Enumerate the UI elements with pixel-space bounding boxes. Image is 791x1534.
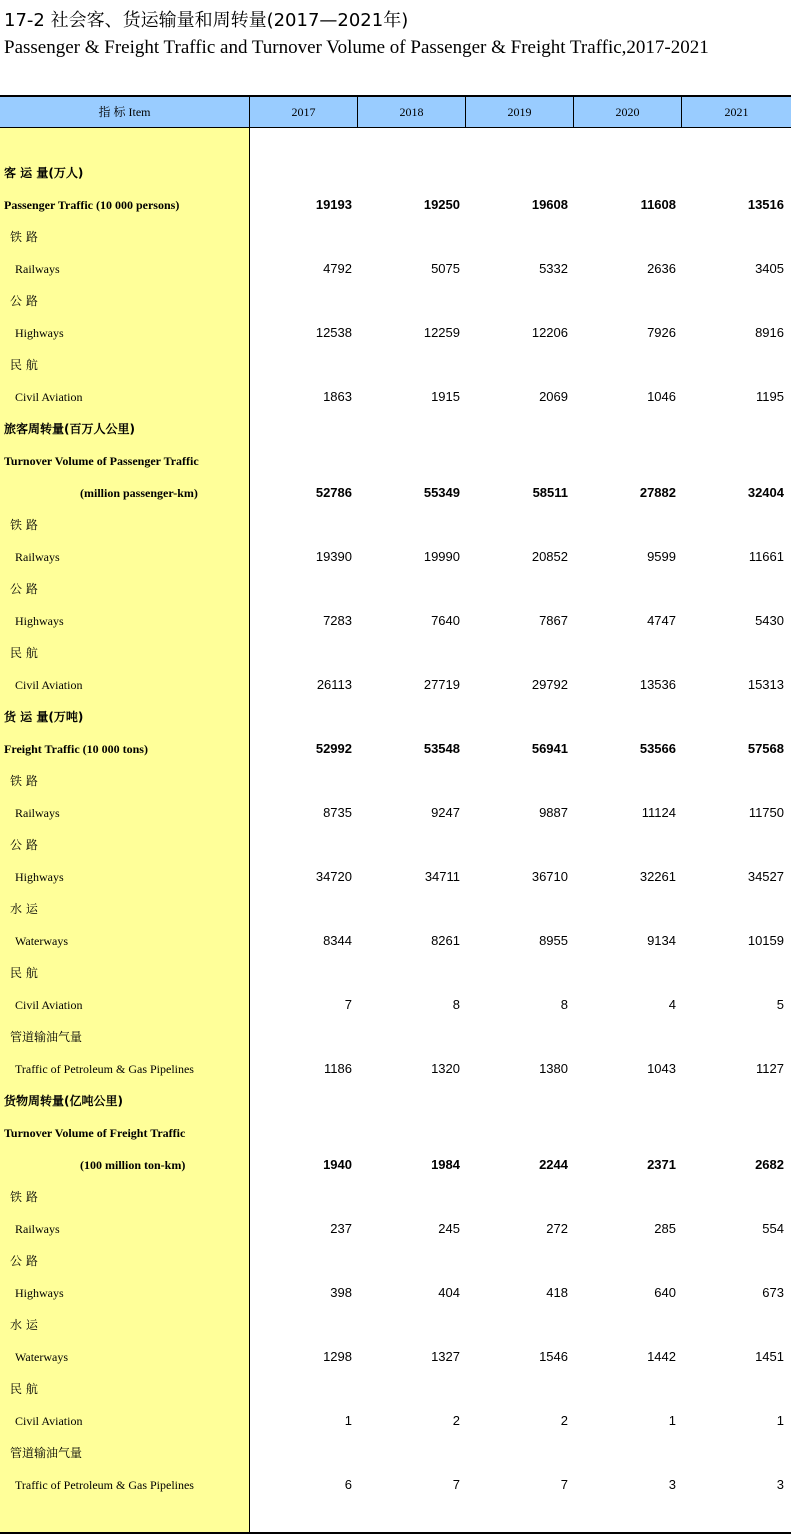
- row-label: 公 路: [10, 582, 38, 596]
- cell-value-2019: 418: [546, 1285, 568, 1300]
- table-row: [0, 1405, 791, 1437]
- cell-value-2020: 1043: [647, 1061, 676, 1076]
- table-row: [0, 861, 791, 893]
- cell-value-2021: 10159: [747, 933, 784, 948]
- table-row: [0, 765, 791, 797]
- cell-value-2019: 1546: [539, 1349, 568, 1364]
- row-label: 客 运 量(万人): [4, 166, 84, 180]
- cell-value-2019: 7867: [539, 613, 568, 628]
- cell-value-2018: 1320: [431, 1061, 460, 1076]
- cell-value-2020: 1046: [647, 389, 676, 404]
- table-row: [0, 1149, 791, 1181]
- cell-value-2021: 1451: [755, 1349, 784, 1364]
- cell-value-2021: 11661: [748, 549, 784, 564]
- cell-value-2017: 8344: [323, 933, 352, 948]
- cell-value-2017: 19390: [315, 549, 352, 564]
- row-label: Highways: [15, 614, 64, 628]
- table-header: [0, 97, 791, 128]
- table-row: [0, 1341, 791, 1373]
- cell-value-2019: 1380: [539, 1061, 568, 1076]
- cell-value-2020: 13536: [639, 677, 676, 692]
- cell-value-2018: 7640: [431, 613, 460, 628]
- table-row: [0, 381, 791, 413]
- row-label: 货 运 量(万吨): [4, 710, 84, 724]
- cell-value-2020: 11608: [640, 197, 676, 212]
- cell-value-2020: 7926: [647, 325, 676, 340]
- cell-value-2017: 1: [344, 1413, 352, 1428]
- table-row: [0, 317, 791, 349]
- table-row: [0, 445, 791, 477]
- table-row: [0, 1117, 791, 1149]
- cell-value-2019: 20852: [531, 549, 568, 564]
- table-row: [0, 1309, 791, 1341]
- cell-value-2020: 1: [668, 1413, 676, 1428]
- row-label: 旅客周转量(百万人公里): [4, 422, 135, 436]
- row-label: (100 million ton-km): [80, 1158, 186, 1172]
- cell-value-2017: 1186: [324, 1061, 352, 1076]
- cell-value-2020: 4: [668, 997, 676, 1012]
- cell-value-2021: 5: [776, 997, 784, 1012]
- table-row: [0, 925, 791, 957]
- cell-value-2017: 1298: [323, 1349, 352, 1364]
- cell-value-2017: 34720: [315, 869, 352, 884]
- row-label: 铁 路: [10, 518, 38, 532]
- row-label: 民 航: [10, 358, 38, 372]
- row-label: 民 航: [10, 1382, 38, 1396]
- row-label: Turnover Volume of Passenger Traffic: [4, 454, 199, 468]
- row-label: 水 运: [10, 902, 38, 916]
- row-label: 民 航: [10, 966, 38, 980]
- row-label: Highways: [15, 1286, 64, 1300]
- cell-value-2018: 9247: [431, 805, 460, 820]
- cell-value-2021: 5430: [755, 613, 784, 628]
- table-row: [0, 989, 791, 1021]
- cell-value-2017: 8735: [323, 805, 352, 820]
- row-label: Civil Aviation: [15, 390, 83, 404]
- cell-value-2019: 2: [560, 1413, 568, 1428]
- row-label: Highways: [15, 870, 64, 884]
- header-year: 2018: [358, 97, 466, 127]
- row-label: Traffic of Petroleum & Gas Pipelines: [15, 1478, 194, 1492]
- row-label: Railways: [15, 806, 60, 820]
- cell-value-2017: 1940: [323, 1157, 352, 1172]
- cell-value-2021: 11750: [748, 805, 784, 820]
- cell-value-2020: 9134: [647, 933, 676, 948]
- table-row: [0, 1277, 791, 1309]
- table-row: [0, 1437, 791, 1469]
- cell-value-2018: 2: [452, 1413, 460, 1428]
- row-label: Freight Traffic (10 000 tons): [4, 742, 148, 756]
- cell-value-2020: 2636: [647, 261, 676, 276]
- cell-value-2021: 673: [762, 1285, 784, 1300]
- cell-value-2017: 1863: [323, 389, 352, 404]
- cell-value-2020: 27882: [639, 485, 676, 500]
- row-label: 铁 路: [10, 1190, 38, 1204]
- row-label: 公 路: [10, 1254, 38, 1268]
- cell-value-2017: 52786: [315, 485, 352, 500]
- table-row: [0, 477, 791, 509]
- table-row: [0, 893, 791, 925]
- row-label: 公 路: [10, 838, 38, 852]
- table-row: [0, 733, 791, 765]
- row-label: 管道输油气量: [10, 1446, 83, 1460]
- table-row: [0, 1213, 791, 1245]
- row-label: Railways: [15, 262, 60, 276]
- cell-value-2018: 404: [438, 1285, 460, 1300]
- cell-value-2018: 1327: [431, 1349, 460, 1364]
- table-row: [0, 829, 791, 861]
- table-row: [0, 957, 791, 989]
- cell-value-2018: 245: [438, 1221, 460, 1236]
- table-title-english: Passenger & Freight Traffic and Turnover Volume of Passenger & Freight Traffic,2017-2021: [4, 37, 709, 58]
- cell-value-2019: 56941: [531, 741, 568, 756]
- row-label: 铁 路: [10, 230, 38, 244]
- cell-value-2018: 7: [452, 1477, 460, 1492]
- table-row: [0, 157, 791, 189]
- cell-value-2018: 1915: [431, 389, 460, 404]
- table-title-chinese: 17-2 社会客、货运输量和周转量(2017—2021年): [4, 10, 409, 31]
- header-year: 2021: [724, 105, 749, 119]
- cell-value-2019: 272: [546, 1221, 568, 1236]
- row-label: Traffic of Petroleum & Gas Pipelines: [15, 1062, 194, 1076]
- cell-value-2020: 3: [668, 1477, 676, 1492]
- cell-value-2017: 237: [330, 1221, 352, 1236]
- cell-value-2017: 6: [344, 1477, 352, 1492]
- cell-value-2017: 19193: [315, 197, 352, 212]
- cell-value-2018: 8: [452, 997, 460, 1012]
- table-row: [0, 797, 791, 829]
- cell-value-2019: 58511: [532, 485, 568, 500]
- table-row: [0, 605, 791, 637]
- cell-value-2019: 36710: [531, 869, 568, 884]
- table-row: [0, 637, 791, 669]
- cell-value-2021: 3: [776, 1477, 784, 1492]
- table-row: [0, 1181, 791, 1213]
- row-label: Civil Aviation: [15, 1414, 83, 1428]
- table-row: [0, 253, 791, 285]
- row-label: Waterways: [15, 934, 69, 948]
- cell-value-2017: 52992: [315, 741, 352, 756]
- cell-value-2021: 34527: [747, 869, 784, 884]
- cell-value-2021: 57568: [747, 741, 784, 756]
- table-row: [0, 1245, 791, 1277]
- cell-value-2019: 29792: [531, 677, 568, 692]
- row-label: Turnover Volume of Freight Traffic: [4, 1126, 186, 1140]
- header-item: 指 标 Item: [0, 97, 250, 127]
- cell-value-2018: 1984: [431, 1157, 460, 1172]
- table-row: [0, 1085, 791, 1117]
- cell-value-2017: 7: [344, 997, 352, 1012]
- row-label: 民 航: [10, 646, 38, 660]
- cell-value-2021: 2682: [755, 1157, 784, 1172]
- data-table: [0, 95, 791, 1534]
- table-row: [0, 189, 791, 221]
- cell-value-2017: 12538: [315, 325, 352, 340]
- cell-value-2019: 7: [560, 1477, 568, 1492]
- cell-value-2019: 2069: [539, 389, 568, 404]
- row-label: Highways: [15, 326, 64, 340]
- cell-value-2019: 8955: [539, 933, 568, 948]
- cell-value-2017: 7283: [323, 613, 352, 628]
- table-row: [0, 221, 791, 253]
- row-label: Passenger Traffic (10 000 persons): [4, 198, 180, 212]
- row-label: 公 路: [10, 294, 38, 308]
- table-row: [0, 541, 791, 573]
- cell-value-2021: 1127: [756, 1061, 784, 1076]
- cell-value-2020: 11124: [641, 805, 676, 820]
- table-row: [0, 349, 791, 381]
- row-label: Civil Aviation: [15, 678, 83, 692]
- cell-value-2021: 15313: [747, 677, 784, 692]
- cell-value-2019: 12206: [531, 325, 568, 340]
- row-label: 货物周转量(亿吨公里): [4, 1094, 123, 1108]
- cell-value-2021: 1: [776, 1413, 784, 1428]
- cell-value-2020: 32261: [639, 869, 676, 884]
- cell-value-2019: 8: [560, 997, 568, 1012]
- row-label: Railways: [15, 550, 60, 564]
- table-row: [0, 1373, 791, 1405]
- cell-value-2019: 19608: [531, 197, 568, 212]
- row-label: 管道输油气量: [10, 1030, 83, 1044]
- cell-value-2019: 2244: [539, 1157, 568, 1172]
- cell-value-2018: 5075: [431, 261, 460, 276]
- cell-value-2018: 8261: [431, 933, 460, 948]
- table-row: [0, 413, 791, 445]
- table-row: [0, 669, 791, 701]
- table-row: [0, 285, 791, 317]
- cell-value-2021: 32404: [747, 485, 784, 500]
- cell-value-2018: 53548: [423, 741, 460, 756]
- header-year: 2019: [466, 97, 574, 127]
- table-row: [0, 701, 791, 733]
- cell-value-2018: 55349: [423, 485, 460, 500]
- cell-value-2018: 12259: [423, 325, 460, 340]
- cell-value-2020: 4747: [647, 613, 676, 628]
- table-row: [0, 1021, 791, 1053]
- cell-value-2020: 9599: [647, 549, 676, 564]
- header-year: 2017: [250, 97, 358, 127]
- cell-value-2017: 4792: [323, 261, 352, 276]
- row-label: Railways: [15, 1222, 60, 1236]
- table-row: [0, 509, 791, 541]
- header-year: 2020: [574, 97, 682, 127]
- cell-value-2021: 13516: [747, 197, 784, 212]
- cell-value-2018: 27719: [423, 677, 460, 692]
- row-label: (million passenger-km): [80, 486, 198, 500]
- row-label: 水 运: [10, 1318, 38, 1332]
- cell-value-2018: 19990: [423, 549, 460, 564]
- cell-value-2021: 8916: [755, 325, 784, 340]
- cell-value-2019: 5332: [539, 261, 568, 276]
- cell-value-2017: 398: [330, 1285, 352, 1300]
- cell-value-2020: 2371: [647, 1157, 676, 1172]
- cell-value-2021: 1195: [756, 389, 784, 404]
- cell-value-2018: 19250: [423, 197, 460, 212]
- row-label: Waterways: [15, 1350, 69, 1364]
- cell-value-2017: 26113: [316, 677, 352, 692]
- cell-value-2020: 285: [654, 1221, 676, 1236]
- cell-value-2021: 3405: [755, 261, 784, 276]
- table-row: [0, 1053, 791, 1085]
- cell-value-2020: 53566: [639, 741, 676, 756]
- cell-value-2019: 9887: [539, 805, 568, 820]
- table-row: [0, 573, 791, 605]
- cell-value-2020: 640: [654, 1285, 676, 1300]
- cell-value-2021: 554: [762, 1221, 784, 1236]
- row-label: 铁 路: [10, 774, 38, 788]
- row-label: Civil Aviation: [15, 998, 83, 1012]
- table-row: [0, 1469, 791, 1501]
- cell-value-2018: 34711: [424, 869, 460, 884]
- cell-value-2020: 1442: [647, 1349, 676, 1364]
